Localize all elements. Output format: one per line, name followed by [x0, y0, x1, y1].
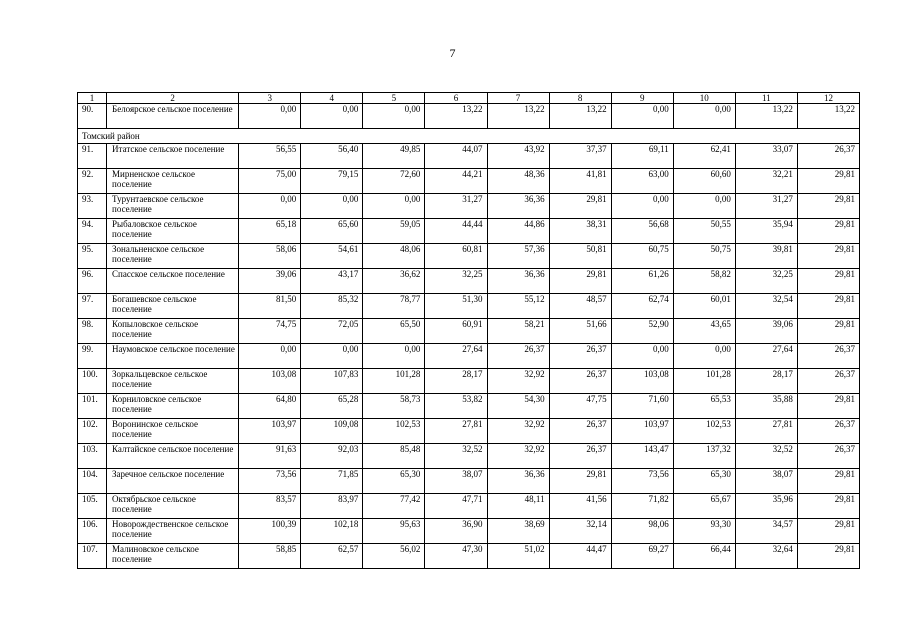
header-cell-8: 8 [549, 93, 611, 104]
row-number: 99. [78, 344, 107, 369]
settlement-name: Калтайское сельское поселение [107, 444, 239, 469]
value-cell-col-9: 0,00 [611, 194, 673, 219]
section-header-row [78, 129, 860, 144]
value-cell-col-4: 0,00 [301, 194, 363, 219]
value-cell-col-8: 26,37 [549, 419, 611, 444]
value-cell-col-12: 29,81 [797, 294, 859, 319]
value-cell-col-5: 72,60 [363, 169, 425, 194]
settlement-name: Мирненское сельское поселение [107, 169, 239, 194]
header-cell-2: 2 [107, 93, 239, 104]
value-cell-col-7: 48,36 [487, 169, 549, 194]
settlement-name: Итатское сельское поселение [107, 144, 239, 169]
value-cell-col-4: 62,57 [301, 544, 363, 569]
table-row [78, 494, 860, 519]
header-cell-1: 1 [78, 93, 107, 104]
value-cell-col-4: 72,05 [301, 319, 363, 344]
value-cell-col-3: 81,50 [239, 294, 301, 319]
value-cell-col-4: 65,28 [301, 394, 363, 419]
settlement-name: Рыбаловское сельское поселение [107, 219, 239, 244]
value-cell-col-12: 26,37 [797, 369, 859, 394]
value-cell-col-3: 103,08 [239, 369, 301, 394]
table-row [78, 419, 860, 444]
value-cell-col-3: 0,00 [239, 104, 301, 129]
row-number: 103. [78, 444, 107, 469]
value-cell-col-10: 60,60 [673, 169, 735, 194]
value-cell-col-5: 78,77 [363, 294, 425, 319]
header-cell-3: 3 [239, 93, 301, 104]
value-cell-col-7: 48,11 [487, 494, 549, 519]
settlement-name: Заречное сельское поселение [107, 469, 239, 494]
value-cell-col-3: 75,00 [239, 169, 301, 194]
row-number: 97. [78, 294, 107, 319]
value-cell-col-3: 56,55 [239, 144, 301, 169]
value-cell-col-6: 28,17 [425, 369, 487, 394]
header-cell-6: 6 [425, 93, 487, 104]
table-row [78, 519, 860, 544]
value-cell-col-5: 77,42 [363, 494, 425, 519]
value-cell-col-3: 74,75 [239, 319, 301, 344]
table-row [78, 169, 860, 194]
value-cell-col-11: 34,57 [735, 519, 797, 544]
value-cell-col-5: 0,00 [363, 344, 425, 369]
value-cell-col-9: 61,26 [611, 269, 673, 294]
value-cell-col-6: 51,30 [425, 294, 487, 319]
settlement-name: Наумовское сельское поселение [107, 344, 239, 369]
value-cell-col-10: 58,82 [673, 269, 735, 294]
settlement-name: Новорождественское сельское поселение [107, 519, 239, 544]
value-cell-col-7: 32,92 [487, 369, 549, 394]
row-number: 93. [78, 194, 107, 219]
value-cell-col-7: 43,92 [487, 144, 549, 169]
value-cell-col-10: 65,30 [673, 469, 735, 494]
value-cell-col-9: 71,60 [611, 394, 673, 419]
value-cell-col-8: 37,37 [549, 144, 611, 169]
value-cell-col-11: 32,64 [735, 544, 797, 569]
value-cell-col-9: 103,97 [611, 419, 673, 444]
value-cell-col-10: 66,44 [673, 544, 735, 569]
value-cell-col-4: 0,00 [301, 344, 363, 369]
value-cell-col-6: 31,27 [425, 194, 487, 219]
value-cell-col-9: 103,08 [611, 369, 673, 394]
value-cell-col-11: 27,64 [735, 344, 797, 369]
value-cell-col-7: 36,36 [487, 194, 549, 219]
page-number: 7 [449, 46, 456, 60]
settlement-name: Малиновское сельское поселение [107, 544, 239, 569]
header-cell-4: 4 [301, 93, 363, 104]
value-cell-col-10: 137,32 [673, 444, 735, 469]
value-cell-col-12: 29,81 [797, 244, 859, 269]
value-cell-col-8: 29,81 [549, 194, 611, 219]
row-number: 90. [78, 104, 107, 129]
value-cell-col-11: 27,81 [735, 419, 797, 444]
value-cell-col-12: 26,37 [797, 144, 859, 169]
value-cell-col-12: 29,81 [797, 494, 859, 519]
value-cell-col-3: 64,80 [239, 394, 301, 419]
settlement-name: Копыловское сельское поселение [107, 319, 239, 344]
value-cell-col-5: 49,85 [363, 144, 425, 169]
value-cell-col-6: 47,71 [425, 494, 487, 519]
row-number: 95. [78, 244, 107, 269]
section-label: Томский район [78, 129, 860, 144]
value-cell-col-3: 0,00 [239, 344, 301, 369]
value-cell-col-5: 58,73 [363, 394, 425, 419]
value-cell-col-7: 54,30 [487, 394, 549, 419]
value-cell-col-11: 39,81 [735, 244, 797, 269]
value-cell-col-9: 73,56 [611, 469, 673, 494]
value-cell-col-8: 13,22 [549, 104, 611, 129]
value-cell-col-5: 65,50 [363, 319, 425, 344]
table-header-row [78, 93, 860, 104]
settlement-name: Спасское сельское поселение [107, 269, 239, 294]
value-cell-col-5: 0,00 [363, 194, 425, 219]
value-cell-col-6: 38,07 [425, 469, 487, 494]
value-cell-col-11: 31,27 [735, 194, 797, 219]
value-cell-col-3: 100,39 [239, 519, 301, 544]
table-row [78, 469, 860, 494]
settlement-name: Воронинское сельское поселение [107, 419, 239, 444]
value-cell-col-10: 65,67 [673, 494, 735, 519]
value-cell-col-10: 60,01 [673, 294, 735, 319]
value-cell-col-3: 0,00 [239, 194, 301, 219]
settlement-name: Зоркальцевское сельское поселение [107, 369, 239, 394]
value-cell-col-12: 26,37 [797, 444, 859, 469]
value-cell-col-4: 79,15 [301, 169, 363, 194]
value-cell-col-7: 26,37 [487, 344, 549, 369]
value-cell-col-10: 0,00 [673, 104, 735, 129]
row-number: 106. [78, 519, 107, 544]
row-number: 94. [78, 219, 107, 244]
row-number: 100. [78, 369, 107, 394]
header-cell-7: 7 [487, 93, 549, 104]
table-row [78, 319, 860, 344]
value-cell-col-11: 38,07 [735, 469, 797, 494]
value-cell-col-7: 32,92 [487, 444, 549, 469]
value-cell-col-3: 73,56 [239, 469, 301, 494]
value-cell-col-12: 29,81 [797, 544, 859, 569]
table-row [78, 369, 860, 394]
value-cell-col-8: 38,31 [549, 219, 611, 244]
value-cell-col-7: 38,69 [487, 519, 549, 544]
value-cell-col-6: 47,30 [425, 544, 487, 569]
value-cell-col-9: 56,68 [611, 219, 673, 244]
value-cell-col-10: 93,30 [673, 519, 735, 544]
table-row [78, 104, 860, 129]
settlement-name: Богашевское сельское поселение [107, 294, 239, 319]
value-cell-col-8: 32,14 [549, 519, 611, 544]
value-cell-col-10: 62,41 [673, 144, 735, 169]
value-cell-col-9: 60,75 [611, 244, 673, 269]
value-cell-col-4: 102,18 [301, 519, 363, 544]
settlement-name: Турунтаевское сельское поселение [107, 194, 239, 219]
table-row [78, 544, 860, 569]
value-cell-col-9: 71,82 [611, 494, 673, 519]
value-cell-col-6: 44,07 [425, 144, 487, 169]
value-cell-col-6: 13,22 [425, 104, 487, 129]
value-cell-col-10: 50,55 [673, 219, 735, 244]
value-cell-col-3: 58,06 [239, 244, 301, 269]
table-row [78, 269, 860, 294]
value-cell-col-3: 65,18 [239, 219, 301, 244]
value-cell-col-4: 107,83 [301, 369, 363, 394]
value-cell-col-8: 51,66 [549, 319, 611, 344]
value-cell-col-5: 65,30 [363, 469, 425, 494]
value-cell-col-3: 103,97 [239, 419, 301, 444]
value-cell-col-7: 36,36 [487, 269, 549, 294]
value-cell-col-12: 29,81 [797, 319, 859, 344]
row-number: 101. [78, 394, 107, 419]
value-cell-col-10: 101,28 [673, 369, 735, 394]
header-cell-11: 11 [735, 93, 797, 104]
value-cell-col-11: 32,25 [735, 269, 797, 294]
value-cell-col-9: 98,06 [611, 519, 673, 544]
value-cell-col-12: 26,37 [797, 344, 859, 369]
value-cell-col-4: 65,60 [301, 219, 363, 244]
table-row [78, 294, 860, 319]
value-cell-col-9: 69,27 [611, 544, 673, 569]
row-number: 102. [78, 419, 107, 444]
value-cell-col-4: 83,97 [301, 494, 363, 519]
table-row [78, 194, 860, 219]
value-cell-col-8: 26,37 [549, 344, 611, 369]
value-cell-col-7: 51,02 [487, 544, 549, 569]
value-cell-col-4: 0,00 [301, 104, 363, 129]
value-cell-col-6: 32,25 [425, 269, 487, 294]
table-row [78, 244, 860, 269]
value-cell-col-9: 62,74 [611, 294, 673, 319]
value-cell-col-11: 32,52 [735, 444, 797, 469]
row-number: 92. [78, 169, 107, 194]
value-cell-col-9: 0,00 [611, 104, 673, 129]
row-number: 107. [78, 544, 107, 569]
header-cell-10: 10 [673, 93, 735, 104]
value-cell-col-12: 29,81 [797, 394, 859, 419]
value-cell-col-12: 29,81 [797, 194, 859, 219]
value-cell-col-9: 0,00 [611, 344, 673, 369]
table-row [78, 144, 860, 169]
value-cell-col-8: 41,81 [549, 169, 611, 194]
value-cell-col-7: 36,36 [487, 469, 549, 494]
value-cell-col-3: 39,06 [239, 269, 301, 294]
value-cell-col-12: 13,22 [797, 104, 859, 129]
value-cell-col-4: 54,61 [301, 244, 363, 269]
tariff-table [77, 92, 860, 569]
value-cell-col-9: 63,00 [611, 169, 673, 194]
value-cell-col-8: 44,47 [549, 544, 611, 569]
value-cell-col-5: 56,02 [363, 544, 425, 569]
value-cell-col-8: 47,75 [549, 394, 611, 419]
value-cell-col-5: 36,62 [363, 269, 425, 294]
value-cell-col-9: 69,11 [611, 144, 673, 169]
value-cell-col-4: 56,40 [301, 144, 363, 169]
value-cell-col-4: 109,08 [301, 419, 363, 444]
value-cell-col-8: 26,37 [549, 444, 611, 469]
value-cell-col-6: 44,21 [425, 169, 487, 194]
table-row [78, 444, 860, 469]
row-number: 98. [78, 319, 107, 344]
value-cell-col-3: 83,57 [239, 494, 301, 519]
value-cell-col-10: 65,53 [673, 394, 735, 419]
value-cell-col-8: 50,81 [549, 244, 611, 269]
settlement-name: Октябрьское сельское поселение [107, 494, 239, 519]
table-body [78, 93, 860, 569]
value-cell-col-12: 29,81 [797, 469, 859, 494]
value-cell-col-3: 91,63 [239, 444, 301, 469]
value-cell-col-6: 27,81 [425, 419, 487, 444]
row-number: 104. [78, 469, 107, 494]
value-cell-col-6: 32,52 [425, 444, 487, 469]
value-cell-col-5: 48,06 [363, 244, 425, 269]
value-cell-col-11: 32,54 [735, 294, 797, 319]
value-cell-col-11: 32,21 [735, 169, 797, 194]
value-cell-col-6: 53,82 [425, 394, 487, 419]
value-cell-col-4: 71,85 [301, 469, 363, 494]
value-cell-col-10: 50,75 [673, 244, 735, 269]
value-cell-col-10: 0,00 [673, 194, 735, 219]
header-cell-9: 9 [611, 93, 673, 104]
value-cell-col-5: 102,53 [363, 419, 425, 444]
value-cell-col-9: 143,47 [611, 444, 673, 469]
value-cell-col-11: 35,88 [735, 394, 797, 419]
value-cell-col-7: 13,22 [487, 104, 549, 129]
value-cell-col-6: 60,81 [425, 244, 487, 269]
value-cell-col-8: 29,81 [549, 469, 611, 494]
value-cell-col-12: 29,81 [797, 269, 859, 294]
value-cell-col-8: 41,56 [549, 494, 611, 519]
header-cell-5: 5 [363, 93, 425, 104]
value-cell-col-5: 101,28 [363, 369, 425, 394]
value-cell-col-12: 26,37 [797, 419, 859, 444]
row-number: 91. [78, 144, 107, 169]
value-cell-col-11: 35,96 [735, 494, 797, 519]
value-cell-col-8: 26,37 [549, 369, 611, 394]
value-cell-col-5: 85,48 [363, 444, 425, 469]
value-cell-col-7: 32,92 [487, 419, 549, 444]
value-cell-col-3: 58,85 [239, 544, 301, 569]
value-cell-col-11: 33,07 [735, 144, 797, 169]
value-cell-col-9: 52,90 [611, 319, 673, 344]
settlement-name: Белоярское сельское поселение [107, 104, 239, 129]
table-row [78, 219, 860, 244]
value-cell-col-4: 92,03 [301, 444, 363, 469]
value-cell-col-7: 44,86 [487, 219, 549, 244]
value-cell-col-11: 28,17 [735, 369, 797, 394]
value-cell-col-12: 29,81 [797, 219, 859, 244]
value-cell-col-6: 44,44 [425, 219, 487, 244]
value-cell-col-6: 27,64 [425, 344, 487, 369]
value-cell-col-10: 43,65 [673, 319, 735, 344]
settlement-name: Зональненское сельское поселение [107, 244, 239, 269]
value-cell-col-7: 55,12 [487, 294, 549, 319]
value-cell-col-4: 43,17 [301, 269, 363, 294]
value-cell-col-10: 102,53 [673, 419, 735, 444]
value-cell-col-8: 48,57 [549, 294, 611, 319]
row-number: 96. [78, 269, 107, 294]
value-cell-col-5: 59,05 [363, 219, 425, 244]
row-number: 105. [78, 494, 107, 519]
value-cell-col-7: 58,21 [487, 319, 549, 344]
header-cell-12: 12 [797, 93, 859, 104]
value-cell-col-5: 0,00 [363, 104, 425, 129]
value-cell-col-11: 39,06 [735, 319, 797, 344]
value-cell-col-11: 13,22 [735, 104, 797, 129]
value-cell-col-5: 95,63 [363, 519, 425, 544]
value-cell-col-12: 29,81 [797, 169, 859, 194]
value-cell-col-8: 29,81 [549, 269, 611, 294]
table-row [78, 394, 860, 419]
value-cell-col-7: 57,36 [487, 244, 549, 269]
value-cell-col-6: 36,90 [425, 519, 487, 544]
value-cell-col-4: 85,32 [301, 294, 363, 319]
settlement-name: Корниловское сельское поселение [107, 394, 239, 419]
value-cell-col-12: 29,81 [797, 519, 859, 544]
value-cell-col-6: 60,91 [425, 319, 487, 344]
value-cell-col-11: 35,94 [735, 219, 797, 244]
table-row [78, 344, 860, 369]
value-cell-col-10: 0,00 [673, 344, 735, 369]
